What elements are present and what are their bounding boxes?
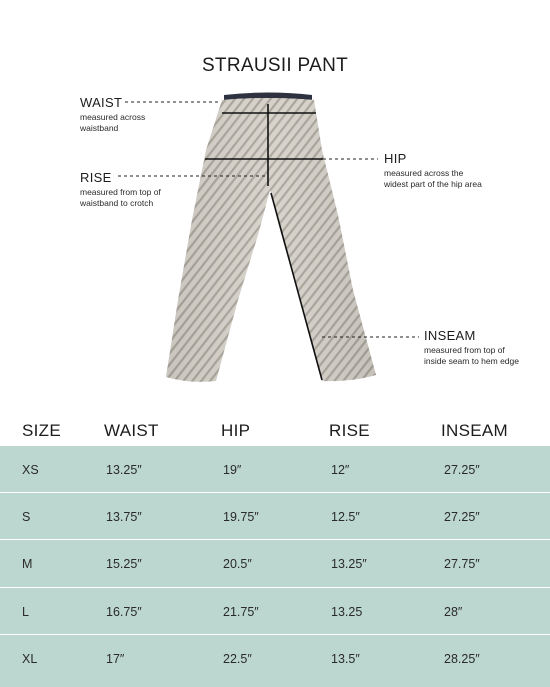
cell-size: XS — [22, 463, 39, 477]
size-chart-table — [0, 413, 550, 687]
cell-hip: 19″ — [223, 463, 242, 477]
table-row — [0, 635, 550, 682]
page-title: STRAUSII PANT — [201, 55, 349, 76]
cell-size: M — [22, 557, 33, 572]
header-hip: HIP — [221, 421, 251, 440]
cell-hip: 20.5″ — [223, 557, 252, 572]
cell-inseam: 28″ — [444, 604, 463, 619]
rise-heading: RISE — [80, 170, 112, 185]
inseam-heading: INSEAM — [424, 328, 476, 343]
table-body — [0, 446, 550, 687]
waist-label — [80, 95, 145, 134]
header-rise: RISE — [329, 421, 370, 440]
header-waist: WAIST — [104, 421, 159, 440]
inseam-description: measured from top of inside seam to hem edge — [424, 345, 519, 366]
waist-description: measured across waistband — [80, 112, 146, 133]
cell-waist: 13.75″ — [106, 510, 142, 525]
table-row — [0, 493, 550, 540]
cell-inseam: 28.25″ — [444, 651, 480, 666]
cell-rise: 13.25″ — [331, 557, 367, 572]
cell-rise: 13.25 — [331, 604, 363, 619]
rise-label — [80, 170, 161, 209]
cell-waist: 15.25″ — [106, 557, 142, 572]
hip-description: measured across the widest part of the hip area — [384, 168, 482, 189]
cell-size: S — [22, 510, 31, 525]
cell-waist: 17″ — [106, 651, 125, 666]
cell-rise: 12.5″ — [331, 510, 360, 525]
cell-inseam: 27.25″ — [444, 510, 480, 525]
header-inseam: INSEAM — [441, 421, 508, 440]
header-size: SIZE — [22, 421, 61, 440]
rise-description: measured from top of waistband to crotch — [80, 187, 161, 208]
table-row — [0, 540, 550, 587]
inseam-label — [424, 328, 519, 367]
cell-hip: 22.5″ — [223, 651, 252, 666]
cell-rise: 12″ — [331, 463, 350, 477]
table-row — [0, 588, 550, 635]
cell-inseam: 27.75″ — [444, 557, 480, 572]
hip-label — [384, 151, 482, 190]
cell-hip: 19.75″ — [223, 510, 259, 525]
hip-heading: HIP — [384, 151, 407, 166]
table-row — [0, 446, 550, 493]
cell-waist: 16.75″ — [106, 604, 142, 619]
cell-size: XL — [22, 651, 38, 666]
cell-waist: 13.25″ — [106, 463, 142, 477]
cell-hip: 21.75″ — [223, 604, 259, 619]
cell-size: L — [22, 604, 29, 619]
waist-heading: WAIST — [80, 95, 123, 110]
table-header-row — [0, 413, 550, 446]
cell-inseam: 27.25″ — [444, 463, 480, 477]
cell-rise: 13.5″ — [331, 651, 360, 666]
